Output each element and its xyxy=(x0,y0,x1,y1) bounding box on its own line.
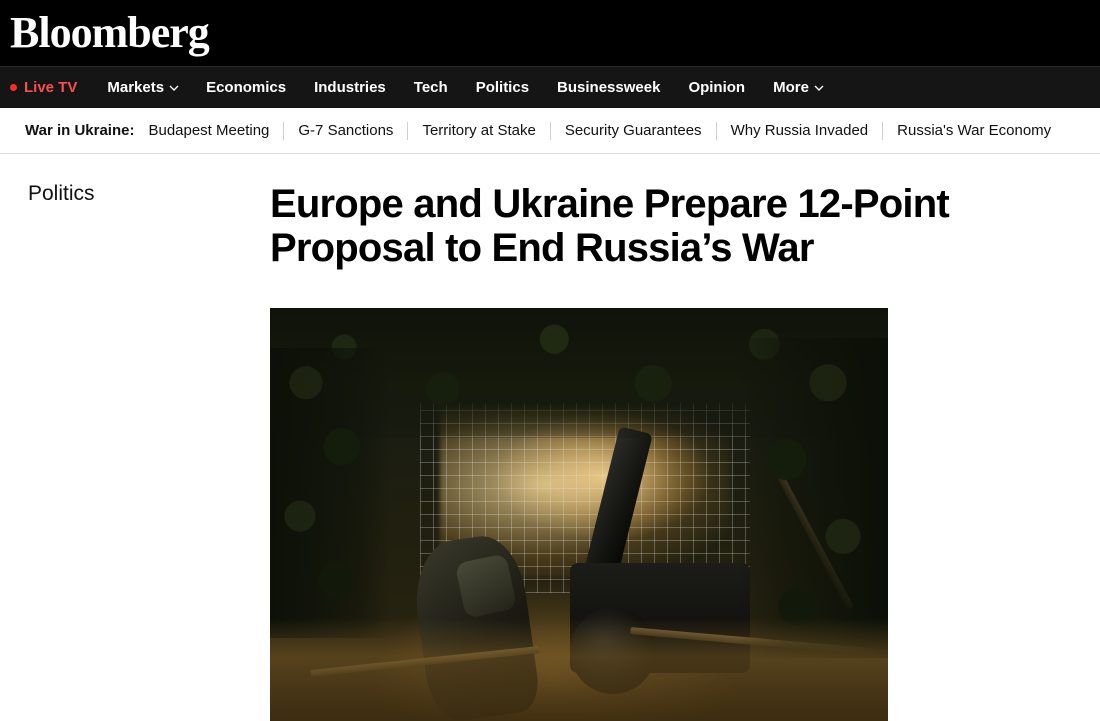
nav-item-tech[interactable] xyxy=(414,79,448,96)
nav-item-label: Businessweek xyxy=(557,79,661,96)
lead-image-scene xyxy=(270,308,888,721)
nav-item-label: Opinion xyxy=(688,79,746,96)
camouflage-net-right xyxy=(738,338,888,658)
topic-link-security-guarantees[interactable]: Security Guarantees xyxy=(550,122,716,140)
nav-item-businessweek[interactable] xyxy=(557,79,660,96)
nav-item-label: Industries xyxy=(314,79,386,96)
topic-link-why-russia-invaded[interactable]: Why Russia Invaded xyxy=(716,122,883,140)
live-tv-label: Live TV xyxy=(24,79,78,96)
main-navigation xyxy=(0,66,1100,108)
masthead xyxy=(0,0,1100,66)
nav-item-label: More xyxy=(773,79,809,96)
nav-item-label: Economics xyxy=(206,79,287,96)
article-section-label[interactable]: Politics xyxy=(28,182,95,205)
topic-bar xyxy=(0,108,1100,154)
chevron-down-icon xyxy=(169,83,178,92)
lead-image xyxy=(270,308,888,721)
ground-surface xyxy=(270,618,888,721)
topic-link-territory-at-stake[interactable]: Territory at Stake xyxy=(407,122,549,140)
camouflage-net-left xyxy=(270,348,390,638)
nav-item-markets[interactable] xyxy=(107,79,178,96)
topic-link-russias-war-economy[interactable]: Russia's War Economy xyxy=(882,122,1065,140)
nav-item-more[interactable] xyxy=(773,79,823,96)
topic-bar-title: War in Ukraine: xyxy=(25,122,135,139)
article-content xyxy=(270,182,1100,721)
topic-link-g7-sanctions[interactable]: G-7 Sanctions xyxy=(283,122,407,140)
nav-item-label: Tech xyxy=(413,79,448,96)
nav-item-politics[interactable] xyxy=(476,79,529,96)
nav-item-label: Markets xyxy=(107,79,165,96)
page-title: Europe and Ukraine Prepare 12-Point Proposal to End Russia’s War xyxy=(270,182,949,270)
article-rail xyxy=(0,182,270,721)
bloomberg-logo[interactable]: Bloomberg xyxy=(10,8,209,57)
article xyxy=(0,154,1100,721)
nav-item-opinion[interactable] xyxy=(688,79,745,96)
chevron-down-icon xyxy=(814,83,823,92)
nav-item-industries[interactable] xyxy=(314,79,386,96)
live-indicator-icon xyxy=(10,84,17,91)
topic-link-budapest-meeting[interactable]: Budapest Meeting xyxy=(148,121,270,139)
live-tv-button[interactable] xyxy=(10,79,77,96)
nav-item-label: Politics xyxy=(475,79,530,96)
nav-item-economics[interactable] xyxy=(206,79,286,96)
soldier-backpack xyxy=(455,553,518,619)
